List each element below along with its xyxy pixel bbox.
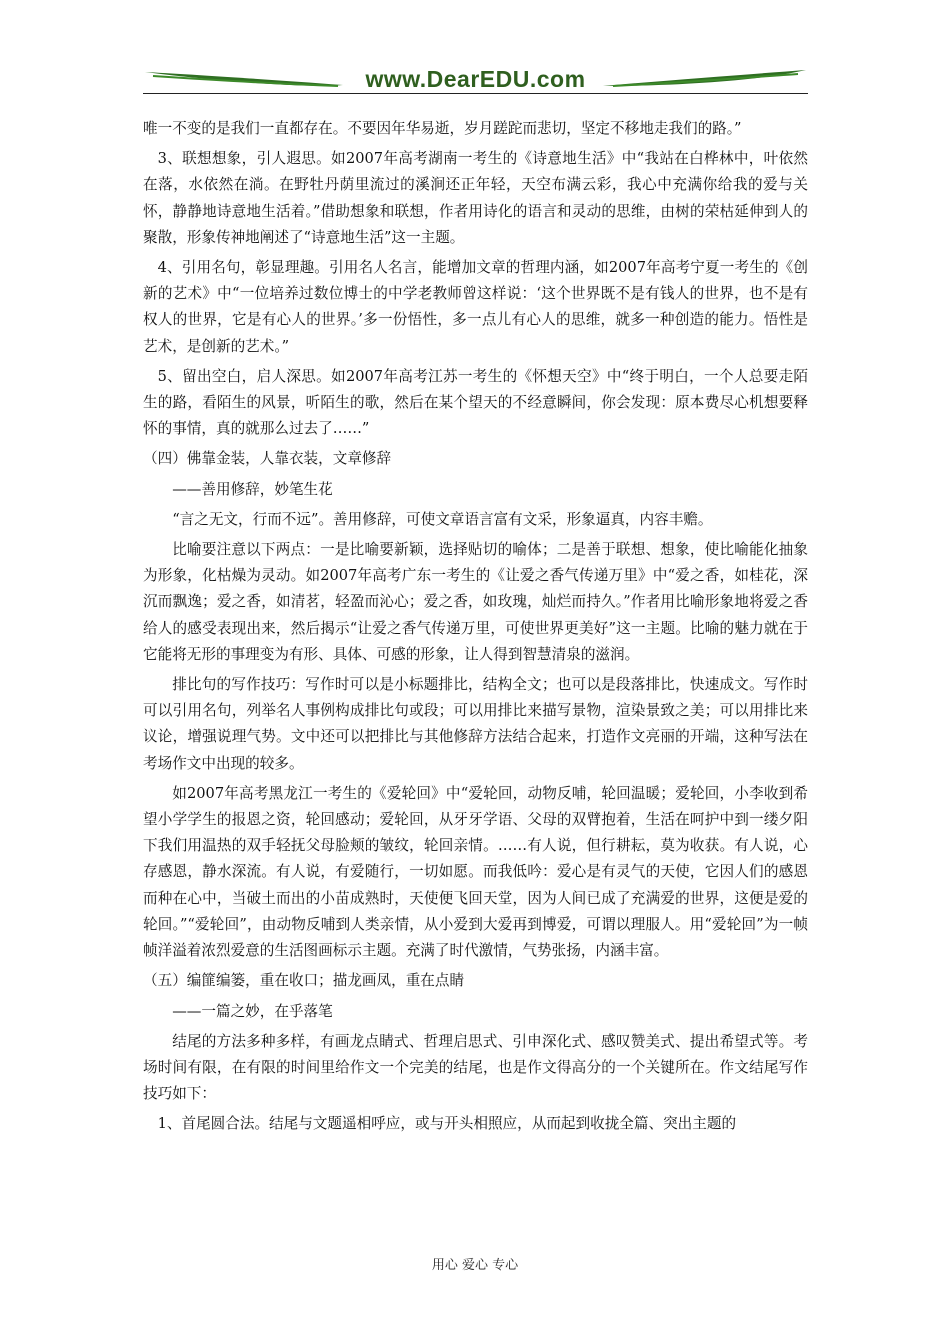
page-footer: 用心 爱心 专心	[431, 1258, 519, 1273]
paragraph: 结尾的方法多种多样，有画龙点睛式、哲理启思式、引申深化式、感叹赞美式、提出希望式等。考场时间有限，在有限的时间里给作文一个完美的结尾，也是作文得高分的一个关键所在。作文结尾写作技巧如下：	[143, 1032, 808, 1103]
section-subheading: ——善用修辞，妙笔生花	[172, 480, 333, 498]
paragraph: 1、首尾圆合法。结尾与文题遥相呼应，或与开头相照应，从而起到收拢全篇、突出主题的	[157, 1115, 737, 1133]
paragraph: 如2007年高考黑龙江一考生的《爱轮回》中“爱轮回，动物反哺，轮回温暖；爱轮回，小李收到希望小学学生的报恩之资，轮回感动；爱轮回，从牙牙学语、父母的双臂抱着，生活在呵护中到一缕夕阳下我们用温热的双手轻抚父母脸颊的皱纹，轮回亲情。……有人说，但行耕耘，莫为收获。有人说，心存感恩，静水深流。有人说，有爱随行，一切如愿。而我低吟：爱心是有灵气的天使，它因人们的感恩而种在心中，当破土而出的小苗成熟时，天使便飞回天堂，因为人间已成了充满爱的世界，这便是爱的轮回。”“爱轮回”，由动物反哺到人类亲情，从小爱到大爱再到博爱，可谓以理服人。用“爱轮回”为一帧帧洋溢着浓烈爱意的生活图画标示主题。充满了时代激情，气势张扬，内涵丰富。	[143, 784, 808, 960]
header-divider	[143, 93, 808, 94]
site-url: www.DearEDU.com	[365, 66, 586, 92]
paragraph: 5、留出空白，启人深思。如2007年高考江苏一考生的《怀想天空》中“终于明白，一个人总要走陌生的路，看陌生的风景，听陌生的歌，然后在某个望天的不经意瞬间，你会发现：原本费尽心机想要释怀的事情，真的就那么过去了……”	[143, 367, 808, 438]
paragraph: 比喻要注意以下两点：一是比喻要新颖，选择贴切的喻体；二是善于联想、想象，使比喻能化抽象为形象，化枯燥为灵动。如2007年高考广东一考生的《让爱之香气传递万里》中“爱之香，如桂花，深沉而飘逸；爱之香，如清茗，轻盈而沁心；爱之香，如玫瑰，灿烂而持久。”作者用比喻形象地将爱之香给人的感受表现出来，然后揭示“让爱之香气传递万里，可使世界更美好”这一主题。比喻的魅力就在于它能将无形的事理变为有形、具体、可感的形象，让人得到智慧清泉的滋润。	[143, 541, 808, 663]
section-subheading: ——一篇之妙，在乎落笔	[172, 1002, 333, 1020]
document-body	[143, 116, 808, 1142]
paragraph: 排比句的写作技巧：写作时可以是小标题排比，结构全文；也可以是段落排比，快速成文。写作时可以引用名句，列举名人事例构成排比句或段；可以用排比来描写景物，渲染景致之美；可以用排比来议论，增强说理气势。文中还可以把排比与其他修辞方法结合起来，打造作文亮丽的开端，这种写法在考场作文中出现的较多。	[143, 676, 808, 772]
paragraph: “言之无文，行而不远”。善用修辞，可使文章语言富有文采，形象逼真，内容丰赡。	[172, 510, 713, 528]
paragraph: 3、联想想象，引人遐思。如2007年高考湖南一考生的《诗意地生活》中“我站在白桦林中，叶依然在落，水依然在淌。在野牡丹荫里流过的溪涧还正年轻，天空布满云彩，我心中充满你给我的爱与关怀，静静地诗意地生活着。”借助想象和联想，作者用诗化的语言和灵动的思维，由树的荣枯延伸到人的聚散，形象传神地阐述了“诗意地生活”这一主题。	[143, 150, 808, 246]
section-heading: （四）佛靠金装，人靠衣装，文章修辞	[143, 450, 392, 468]
section-heading: （五）编篚编篓，重在收口；描龙画凤，重在点睛	[143, 972, 465, 990]
paragraph: 4、引用名句，彰显理趣。引用名人名言，能增加文章的哲理内涵，如2007年高考宁夏一考生的《创新的艺术》中“一位培养过数位博士的中学老教师曾这样说：‘这个世界既不是有钱人的世界，也不是有权人的世界，它是有心人的世界。’多一份悟性，多一点儿有心人的思维，就多一种创造的能力。悟性是艺术，是创新的艺术。”	[143, 259, 808, 355]
site-header	[143, 62, 808, 96]
paragraph: 唯一不变的是我们一直都存在。不要因年华易逝，岁月蹉跎而悲切，坚定不移地走我们的路。”	[143, 120, 742, 137]
